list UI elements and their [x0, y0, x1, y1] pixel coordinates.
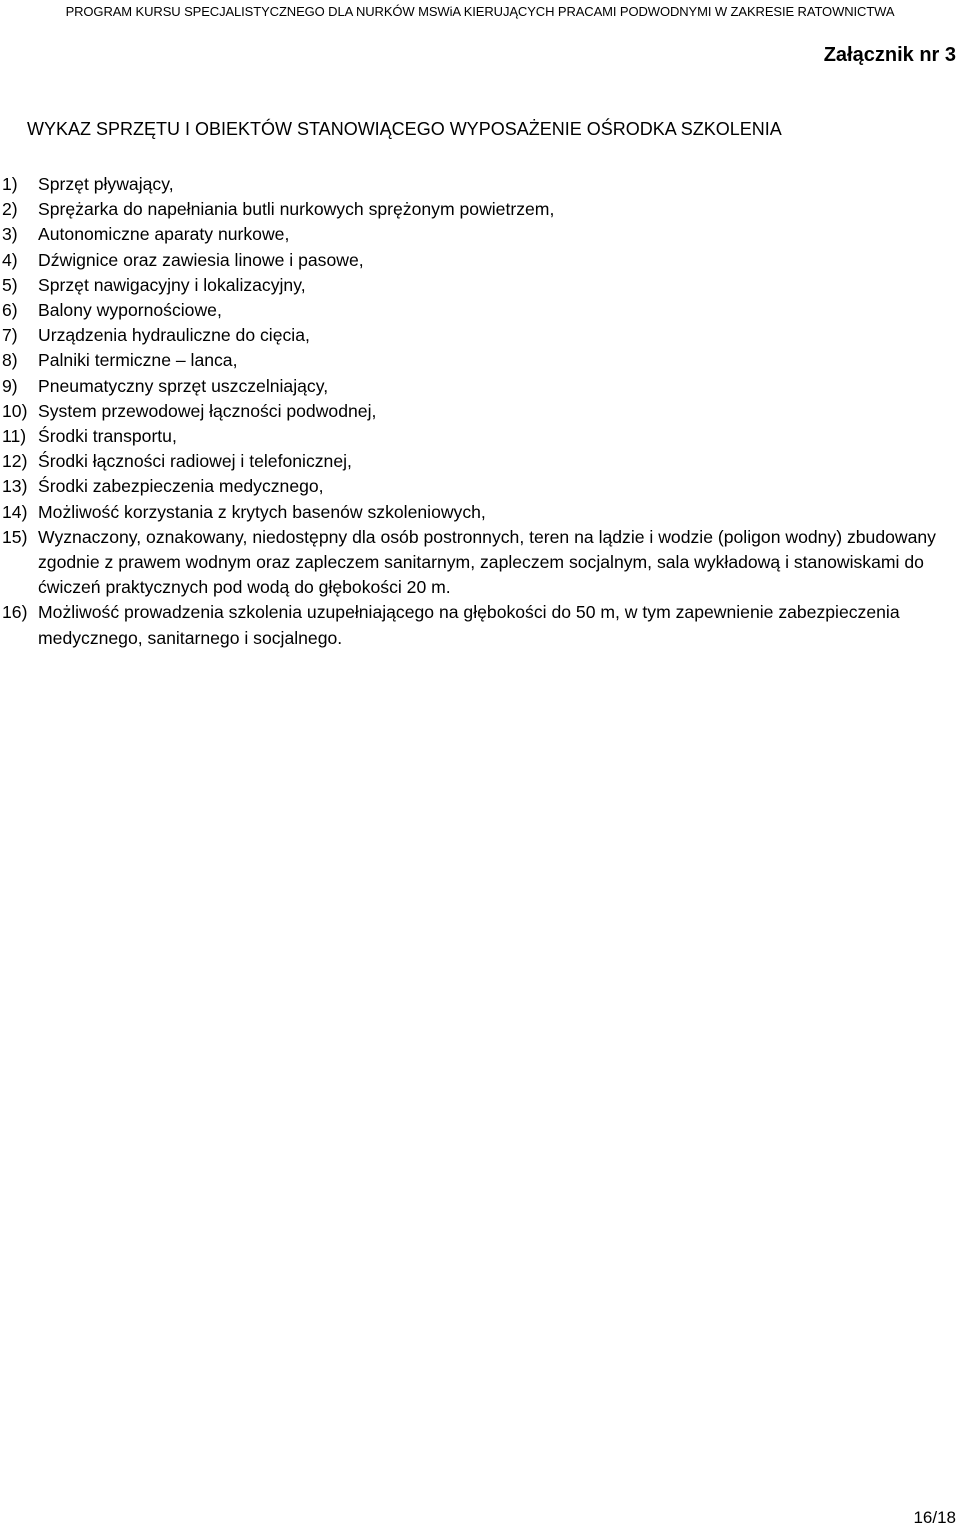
item-number: 16) — [2, 602, 28, 623]
item-number: 6) — [2, 300, 18, 321]
item-text: Palniki termiczne – lanca, — [38, 350, 238, 371]
list-item — [0, 424, 950, 449]
item-text: Balony wypornościowe, — [38, 300, 222, 321]
equipment-list — [0, 172, 950, 651]
item-number: 10) — [2, 400, 28, 421]
list-item — [0, 600, 950, 650]
item-text: Urządzenia hydrauliczne do cięcia, — [38, 325, 310, 346]
item-text: Sprzęt pływający, — [38, 174, 174, 194]
item-text: Autonomiczne aparaty nurkowe, — [38, 224, 290, 245]
item-number: 8) — [2, 350, 18, 371]
item-number: 14) — [2, 501, 28, 522]
list-item — [0, 348, 950, 373]
item-text: System przewodowej łączności podwodnej, — [38, 400, 377, 421]
item-number: 15) — [2, 526, 28, 547]
list-item — [0, 273, 950, 298]
annex-label: Załącznik nr 3 — [823, 44, 956, 66]
item-text: Środki transportu, — [38, 426, 177, 447]
item-number: 13) — [2, 476, 28, 497]
page-title: WYKAZ SPRZĘTU I OBIEKTÓW STANOWIĄCEGO WYPOSAŻENIE OŚRODKA SZKOLENIA — [27, 119, 782, 139]
item-text: Wyznaczony, oznakowany, niedostępny dla osób postronnych, teren na lądzie i wodzie (poligon wodny) zbudowany zgodnie z prawem wodnym oraz zapleczem sanitarnym, zapleczem socjalnym, sala wykładową i stanowiskami do ćwiczeń praktycznych pod wodą do głębokości 20 m. — [38, 526, 936, 598]
list-item — [0, 172, 950, 197]
item-number: 1) — [2, 174, 18, 194]
item-text: Środki zabezpieczenia medycznego, — [38, 476, 324, 497]
item-number: 12) — [2, 451, 28, 472]
item-number: 2) — [2, 199, 18, 220]
item-number: 9) — [2, 375, 18, 396]
item-text: Możliwość prowadzenia szkolenia uzupełniającego na głębokości do 50 m, w tym zapewnienie zabezpieczenia medycznego, sanitarnego i socjalnego. — [38, 602, 900, 648]
list-item — [0, 248, 950, 273]
list-item — [0, 525, 950, 601]
item-number: 3) — [2, 224, 18, 245]
list-item — [0, 197, 950, 222]
list-item — [0, 399, 950, 424]
item-text: Sprężarka do napełniania butli nurkowych sprężonym powietrzem, — [38, 199, 555, 220]
item-text: Dźwignice oraz zawiesia linowe i pasowe, — [38, 249, 364, 270]
item-text: Środki łączności radiowej i telefonicznej, — [38, 451, 352, 472]
list-item — [0, 474, 950, 499]
item-number: 11) — [2, 426, 27, 447]
list-item — [0, 500, 950, 525]
item-number: 4) — [2, 249, 18, 270]
list-item — [0, 298, 950, 323]
item-number: 5) — [2, 274, 18, 295]
running-header: PROGRAM KURSU SPECJALISTYCZNEGO DLA NURKÓW MSWiA KIERUJĄCYCH PRACAMI PODWODNYMI W ZAKRESIE RATOWNICTWA — [65, 4, 895, 19]
item-text: Możliwość korzystania z krytych basenów szkoleniowych, — [38, 501, 486, 522]
list-item — [0, 374, 950, 399]
page-number: 16/18 — [913, 1508, 956, 1527]
list-item — [0, 449, 950, 474]
list-item — [0, 323, 950, 348]
item-text: Sprzęt nawigacyjny i lokalizacyjny, — [38, 274, 306, 295]
item-text: Pneumatyczny sprzęt uszczelniający, — [38, 375, 329, 396]
list-item — [0, 222, 950, 247]
item-number: 7) — [2, 325, 18, 346]
